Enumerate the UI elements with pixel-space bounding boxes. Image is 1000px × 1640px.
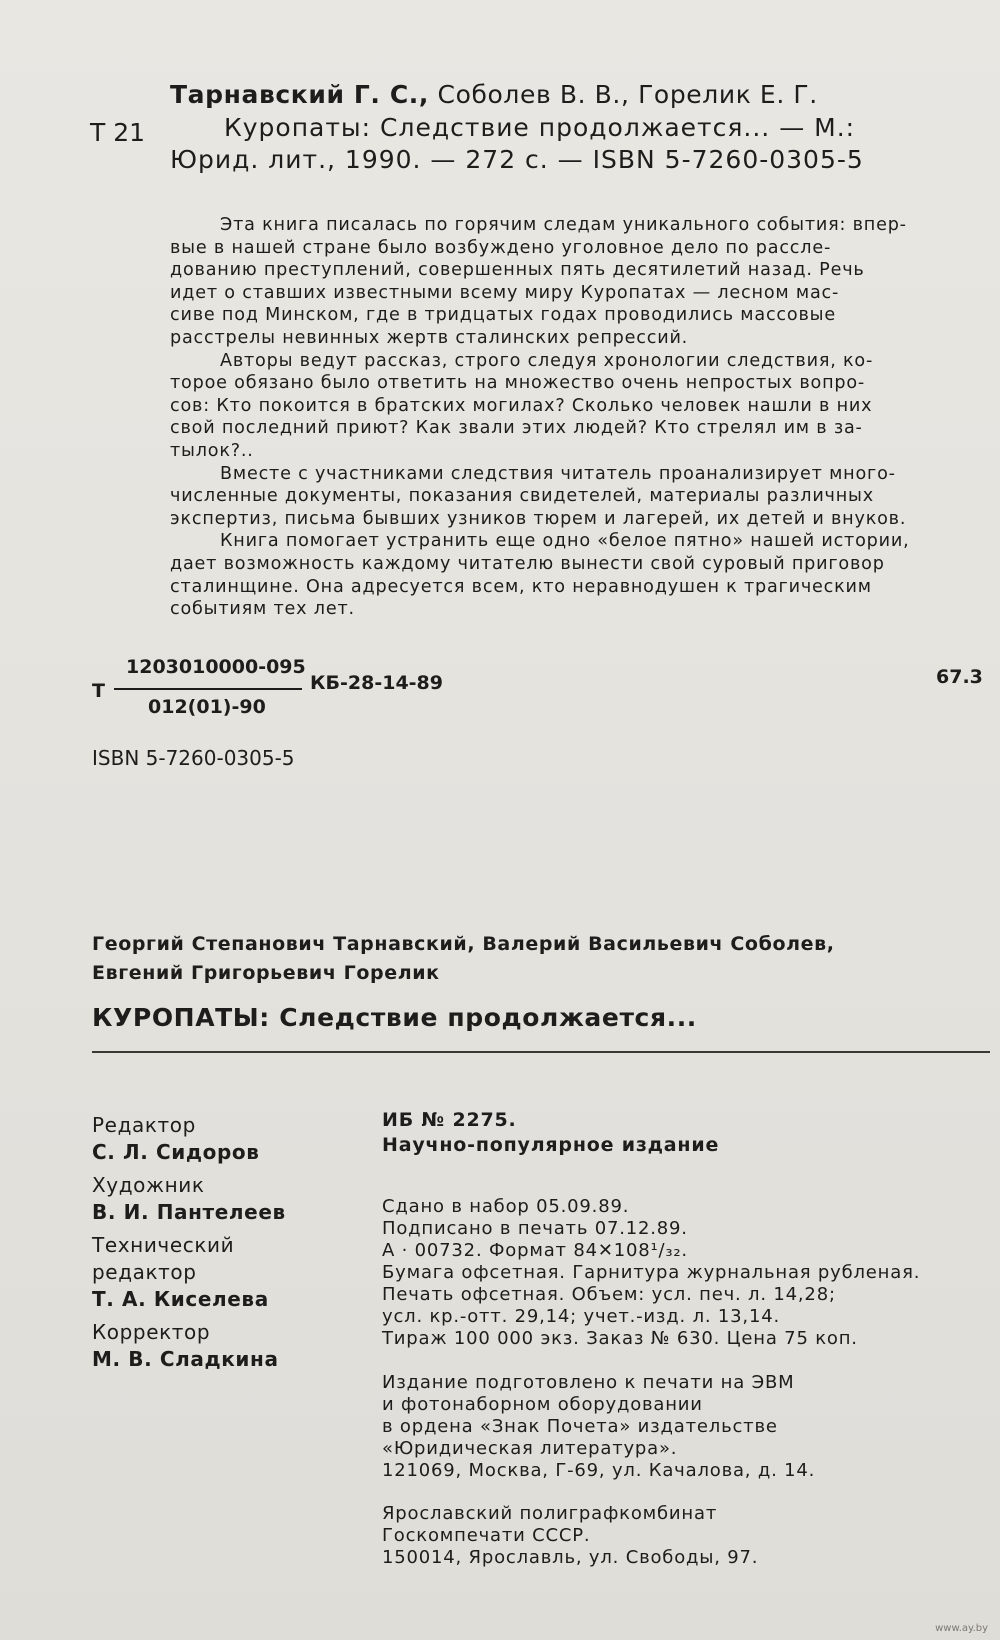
- tech-editor-role-2: редактор: [92, 1260, 197, 1284]
- detail-line: Печать офсетная. Объем: усл. печ. л. 14,28;: [382, 1284, 836, 1305]
- abstract-line: Эта книга писалась по горячим следам уникального события: впер-: [220, 215, 907, 235]
- printer-line: Госкомпечати СССР.: [382, 1525, 591, 1546]
- abstract-line: расстрелы невинных жертв сталинских репрессий.: [170, 327, 689, 348]
- edition-block: [382, 1108, 719, 1158]
- authors-line: [170, 80, 818, 109]
- abstract-line: экспертиз, письма бывших узников тюрем и лагерей, их детей и внуков.: [170, 508, 907, 529]
- co-authors: Соболев В. В., Горелик Е. Г.: [437, 80, 818, 109]
- catalog-denominator: 012(01)-90: [148, 696, 266, 718]
- artist-role: Художник: [92, 1173, 205, 1197]
- abstract-line: свой последний приют? Как звали этих людей? Кто стрелял им в за-: [170, 418, 863, 439]
- abstract-line: дованию преступлений, совершенных пять десятилетий назад. Речь: [170, 260, 865, 281]
- publisher-line: 121069, Москва, Г-69, ул. Качалова, д. 14.: [382, 1460, 816, 1481]
- printer-line: Ярославский полиграфкомбинат: [382, 1503, 718, 1524]
- credits-column: [92, 1112, 286, 1379]
- catalog-code: Т 21: [90, 118, 146, 147]
- full-author-names: [92, 930, 972, 988]
- detail-line: Тираж 100 000 экз. Заказ № 630. Цена 75 коп.: [382, 1328, 858, 1349]
- abstract-line: Вместе с участниками следствия читатель проанализирует много-: [220, 463, 896, 484]
- publisher-info: [382, 1372, 815, 1482]
- editor-role: Редактор: [92, 1113, 196, 1137]
- detail-line: Сдано в набор 05.09.89.: [382, 1196, 630, 1217]
- detail-line: А · 00732. Формат 84✕108¹/₃₂.: [382, 1240, 688, 1261]
- full-names-line: Евгений Григорьевич Горелик: [92, 962, 440, 984]
- publisher-line: «Юридическая литература».: [382, 1438, 678, 1459]
- abstract-line: Авторы ведут рассказ, строго следуя хронологии следствия, ко-: [220, 350, 874, 371]
- corrector-name: М. В. Сладкина: [92, 1347, 279, 1371]
- book-title-line: Куропаты: Следствие продолжается... — М.:: [224, 113, 856, 142]
- abstract-line: вые в нашей стране было возбуждено уголовное дело по рассле-: [170, 237, 832, 258]
- detail-line: Подписано в печать 07.12.89.: [382, 1218, 688, 1239]
- printer-info: [382, 1503, 758, 1569]
- watermark: www.ay.by: [935, 1623, 988, 1634]
- abstract-line: сталинщине. Она адресуется всем, кто неравнодушен к трагическим: [170, 576, 872, 597]
- imprint-title: КУРОПАТЫ: Следствие продолжается...: [92, 1003, 697, 1032]
- isbn: ISBN 5-7260-0305-5: [92, 746, 295, 770]
- abstract-line: сов: Кто покоится в братских могилах? Сколько человек нашли в них: [170, 395, 873, 416]
- abstract: [170, 214, 980, 621]
- catalog-kb: КБ-28-14-89: [310, 672, 443, 694]
- abstract-line: событиям тех лет.: [170, 599, 355, 620]
- tech-editor-role: Технический: [92, 1233, 235, 1257]
- abstract-line: дает возможность каждому читателю вынести свой суровый приговор: [170, 553, 885, 574]
- artist-name: В. И. Пантелеев: [92, 1200, 286, 1224]
- technical-details: [382, 1196, 920, 1350]
- first-author: Тарнавский Г. С.,: [170, 80, 429, 109]
- catalog-t: Т: [92, 680, 105, 702]
- tech-editor-name: Т. А. Киселева: [92, 1287, 269, 1311]
- abstract-line: численные документы, показания свидетелей, материалы различных: [170, 486, 874, 507]
- publisher-line: Издание подготовлено к печати на ЭВМ: [382, 1372, 795, 1393]
- printer-line: 150014, Ярославль, ул. Свободы, 97.: [382, 1547, 759, 1568]
- abstract-line: Книга помогает устранить еще одно «белое пятно» нашей истории,: [220, 531, 910, 552]
- fraction-bar: [114, 688, 302, 690]
- catalog-numerator: 1203010000-095: [126, 656, 306, 678]
- editor-name: С. Л. Сидоров: [92, 1140, 260, 1164]
- abstract-line: торое обязано было ответить на множество очень непростых вопро-: [170, 373, 866, 394]
- abstract-line: тылок?..: [170, 440, 254, 461]
- corrector-role: Корректор: [92, 1320, 211, 1344]
- publisher-line: и фотонаборном оборудовании: [382, 1394, 703, 1415]
- publication-line: Юрид. лит., 1990. — 272 с. — ISBN 5-7260-0305-5: [170, 145, 864, 174]
- divider: [92, 1051, 990, 1053]
- detail-line: усл. кр.-отт. 29,14; учет.-изд. л. 13,14.: [382, 1306, 780, 1327]
- udc-code: 67.3: [936, 666, 983, 688]
- publisher-line: в ордена «Знак Почета» издательстве: [382, 1416, 778, 1437]
- detail-line: Бумага офсетная. Гарнитура журнальная рубленая.: [382, 1262, 921, 1283]
- abstract-line: сиве под Минском, где в тридцатых годах проводились массовые: [170, 305, 836, 326]
- ib-number: ИБ № 2275.: [382, 1109, 517, 1131]
- full-names-line: Георгий Степанович Тарнавский, Валерий Васильевич Соболев,: [92, 933, 835, 955]
- edition-type: Научно-популярное издание: [382, 1134, 720, 1156]
- abstract-line: идет о ставших известными всему миру Куропатах — лесном мас-: [170, 282, 840, 303]
